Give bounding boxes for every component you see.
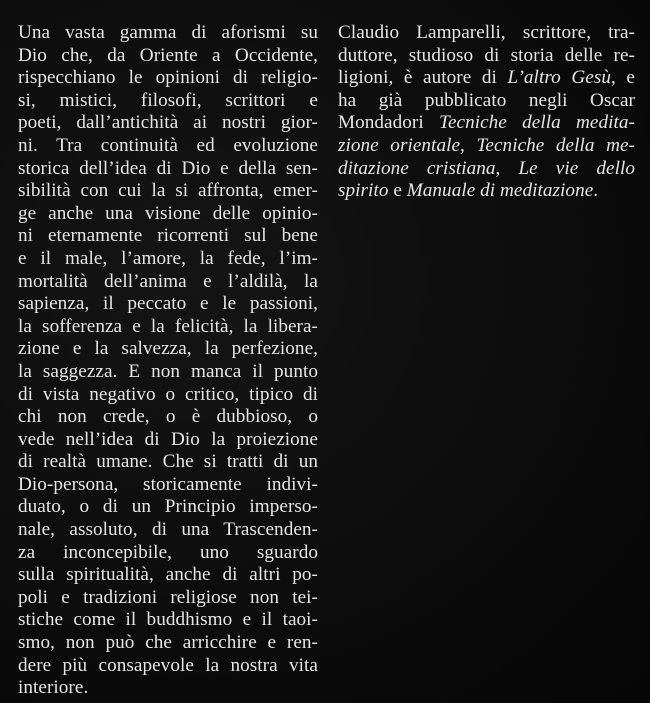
- text-line: e il male, l’amore, la fede, l’im-: [18, 247, 318, 269]
- text-line: smo, non può che arricchire e ren-: [18, 632, 318, 654]
- text-line: si, mistici, filosofi, scrittori e: [18, 89, 318, 111]
- bio-line: Claudio Lamparelli, scrittore, tra-: [338, 22, 635, 43]
- text-line: zione e la salvezza, la perfezione,: [18, 338, 318, 360]
- text-line: za inconcepibile, uno sguardo: [18, 541, 318, 563]
- text-line: interiore.: [18, 677, 89, 699]
- text-line: sibilità con cui la si affronta, emer-: [18, 180, 318, 202]
- book-title: Le vie dello: [518, 157, 635, 179]
- text-line: Dio che, da Oriente a Occidente,: [18, 44, 318, 66]
- bio-line: ha già pubblicato negli Oscar: [338, 89, 635, 111]
- text-line: Dio-persona, storicamente indivi-: [18, 473, 318, 495]
- book-title: L’altro Gesù: [507, 67, 611, 89]
- text-line: poli e tradizioni religiose non tei-: [18, 586, 318, 608]
- bio-line: zione orientale, Tecniche della me-: [338, 134, 635, 156]
- author-bio-column: [338, 22, 635, 203]
- text-line: poeti, dall’antichità ai nostri gior-: [18, 112, 318, 134]
- book-title: spirito: [338, 180, 389, 202]
- text-line: stiche come il buddhismo e il taoi-: [18, 609, 318, 631]
- text-line: Una vasta gamma di aforismi su: [18, 22, 318, 43]
- text-line: chi non crede, o è dubbioso, o: [18, 406, 318, 428]
- book-title: zione orientale: [338, 134, 461, 156]
- book-title: Manuale di meditazione: [406, 180, 594, 202]
- book-title: Tecniche della medita-: [438, 112, 635, 134]
- text-line: storica dell’idea di Dio e della sen-: [18, 157, 318, 179]
- text-line: sulla spiritualità, anche di altri po-: [18, 564, 318, 586]
- text-line: la sofferenza e la felicità, la libera-: [18, 315, 318, 337]
- text-line: ge anche una visione delle opinio-: [18, 202, 318, 224]
- text-line: mortalità dell’anima e l’aldilà, la: [18, 270, 318, 292]
- text-line: nale, assoluto, di una Trascenden-: [18, 519, 318, 541]
- text-line: ni eternamente ricorrenti sul bene: [18, 225, 318, 247]
- text-line: dere più consapevole la nostra vita: [18, 654, 318, 676]
- bio-line: ligioni, è autore di L’altro Gesù, e: [338, 67, 635, 89]
- bio-line: spirito e Manuale di meditazione.: [338, 180, 599, 202]
- book-title: Tecniche della me-: [476, 134, 635, 156]
- text-line: rispecchiano le opinioni di religio-: [18, 67, 318, 89]
- text-line: la saggezza. E non manca il punto: [18, 360, 318, 382]
- text-line: vede nell’idea di Dio la proiezione: [18, 428, 318, 450]
- bio-line: duttore, studioso di storia delle re-: [338, 44, 635, 66]
- description-column: [18, 22, 318, 700]
- book-title: ditazione cristiana: [338, 157, 496, 179]
- bio-line: ditazione cristiana, Le vie dello: [338, 157, 635, 179]
- text-line: sapienza, il peccato e le passioni,: [18, 293, 318, 315]
- bio-line: Mondadori Tecniche della medita-: [338, 112, 635, 134]
- text-line: ni. Tra continuità ed evoluzione: [18, 134, 318, 156]
- text-line: di vista negativo o critico, tipico di: [18, 383, 318, 405]
- text-line: duato, o di un Principio imperso-: [18, 496, 318, 518]
- text-line: di realtà umane. Che si tratti di un: [18, 451, 318, 473]
